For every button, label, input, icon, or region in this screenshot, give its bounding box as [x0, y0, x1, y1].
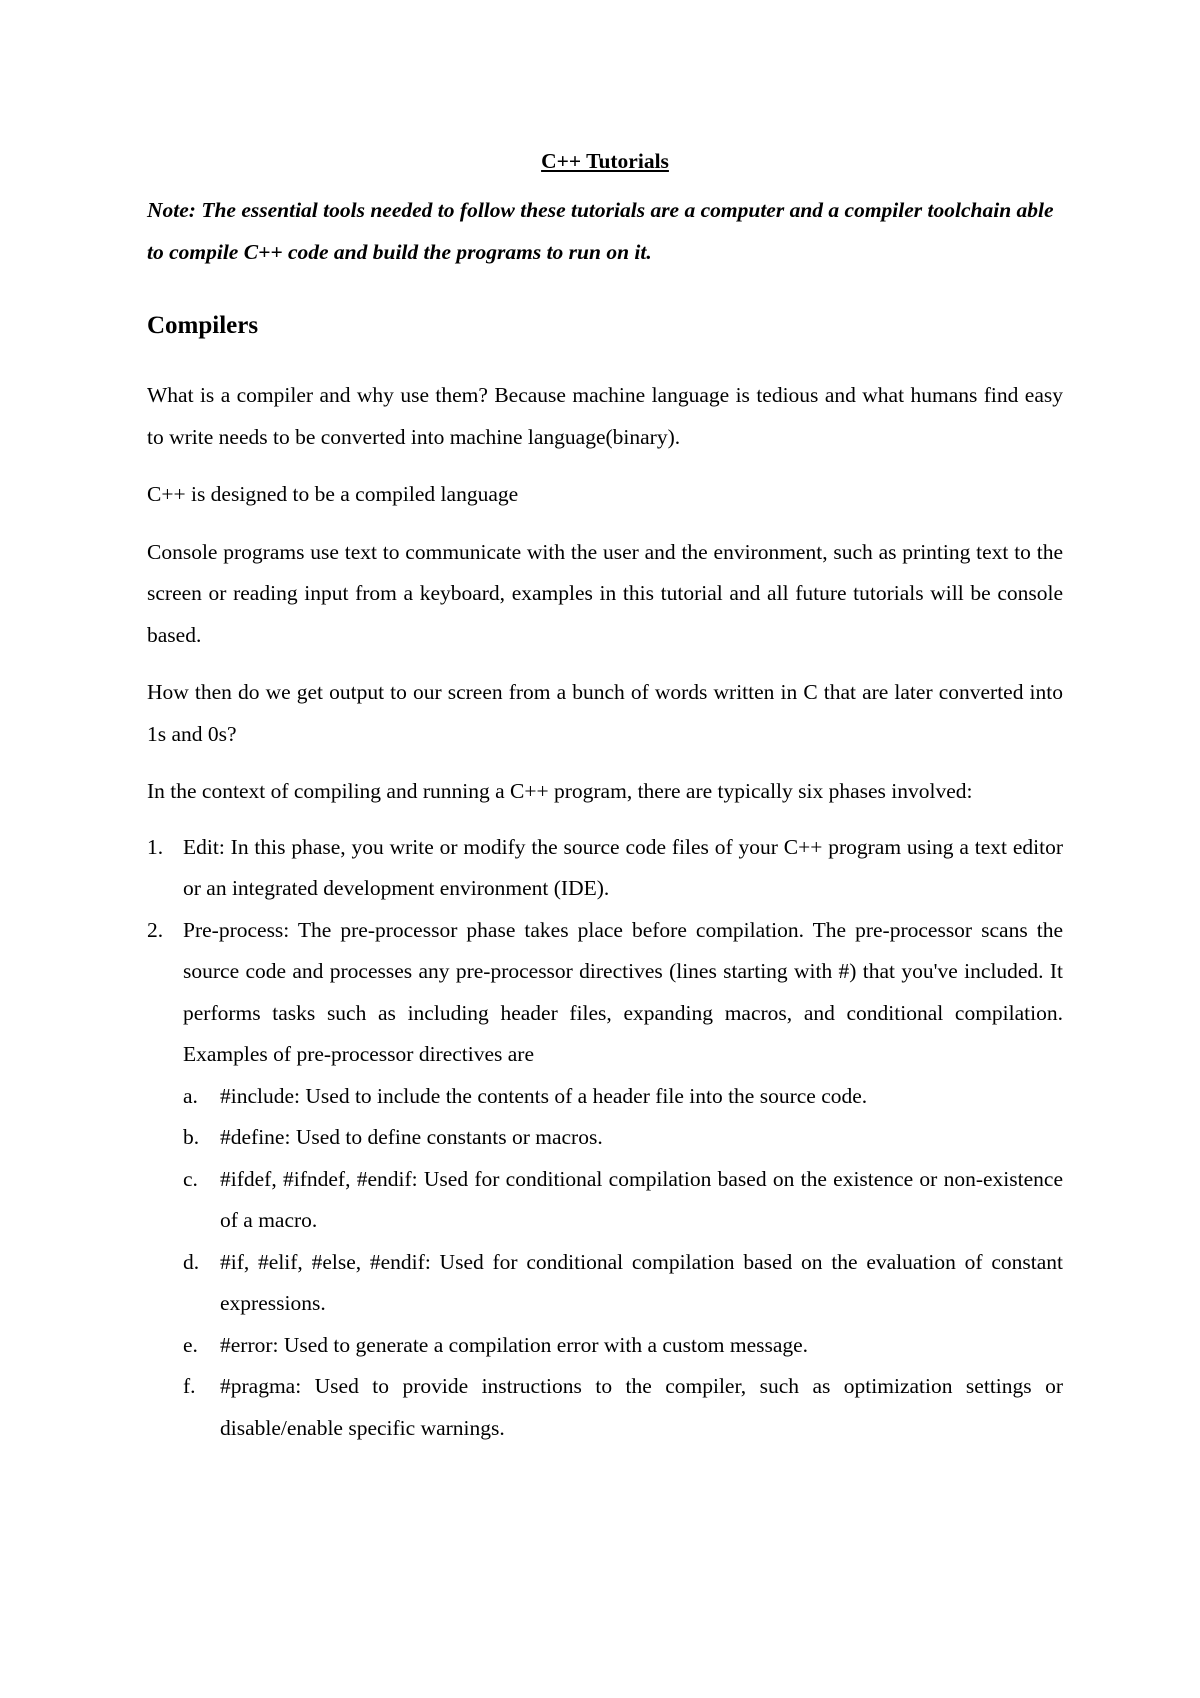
document-page [147, 143, 1063, 1449]
directives-list [147, 1076, 1063, 1450]
list-item-text: #if, #elif, #else, #endif: Used for conditional compilation based on the evaluation of constant expressions. [220, 1249, 1063, 1315]
phases-list [147, 827, 1063, 1076]
list-item [147, 1242, 1063, 1325]
list-marker: f. [183, 1374, 196, 1398]
list-item-text: #include: Used to include the contents of a header file into the source code. [220, 1083, 868, 1108]
list-marker: b. [183, 1125, 200, 1149]
list-marker: e. [183, 1332, 198, 1357]
paragraph-output-question: How then do we get output to our screen from a bunch of words written in C that are later converted into 1s and 0s? [147, 680, 1063, 746]
paragraph-phases-intro: In the context of compiling and running a C++ program, there are typically six phases involved: [147, 779, 973, 803]
list-marker: 1. [147, 834, 164, 859]
list-item [147, 910, 1063, 1076]
list-item [147, 1076, 1063, 1118]
list-marker: d. [183, 1249, 200, 1274]
list-item [147, 1325, 1063, 1367]
paragraph-console-programs: Console programs use text to communicate with the user and the environment, such as printing text to the screen or reading input from a keyboard, examples in this tutorial and all future tutorials will be console based. [147, 539, 1063, 647]
list-item-text: Edit: In this phase, you write or modify the source code files of your C++ program using a text editor or an integrated development environment (IDE). [183, 834, 1063, 900]
paragraph-compiler-definition: What is a compiler and why use them? Because machine language is tedious and what humans find easy to write needs to be converted into machine language(binary). [147, 383, 1063, 449]
list-item [147, 1117, 1063, 1159]
list-item-text: #ifdef, #ifndef, #endif: Used for conditional compilation based on the existence or non-existence of a macro. [220, 1166, 1063, 1232]
list-marker: c. [183, 1166, 198, 1191]
list-item-text: Pre-process: The pre-processor phase takes place before compilation. The pre-processor scans the source code and processes any pre-processor directives (lines starting with #) that you've included. It performs tasks such as including header files, expanding macros, and conditional compilation. Examples of pre-processor directives are [183, 917, 1063, 1066]
note-paragraph: Note: The essential tools needed to follow these tutorials are a computer and a compiler toolchain able to compile C++ code and build the programs to run on it. [147, 198, 1054, 264]
list-item-text: #pragma: Used to provide instructions to the compiler, such as optimization settings or disable/enable specific warnings. [220, 1374, 1063, 1440]
document-title: C++ Tutorials [541, 149, 669, 173]
list-item [147, 827, 1063, 910]
section-heading: Compilers [147, 312, 259, 339]
list-marker: a. [183, 1083, 198, 1108]
paragraph-compiled-language: C++ is designed to be a compiled language [147, 482, 519, 506]
list-item [147, 1159, 1063, 1242]
list-marker: 2. [147, 917, 164, 942]
list-item-text: #define: Used to define constants or macros. [220, 1125, 603, 1149]
list-item-text: #error: Used to generate a compilation error with a custom message. [220, 1332, 809, 1357]
list-item [147, 1366, 1063, 1449]
